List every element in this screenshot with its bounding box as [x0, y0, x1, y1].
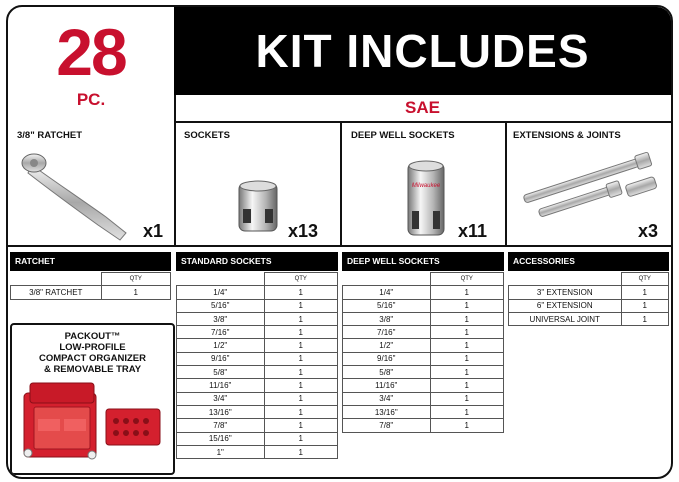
promo-line: COMPACT ORGANIZER	[39, 353, 146, 364]
table-cell: 1	[264, 445, 338, 458]
table-row	[509, 286, 669, 299]
panel-divider	[505, 121, 507, 247]
piece-count-unit: PC.	[76, 90, 106, 109]
table-cell: 1	[430, 405, 504, 418]
table-row	[343, 366, 504, 379]
packout-promo	[10, 323, 175, 475]
table-cell: 3/8"	[177, 312, 265, 325]
piece-count: 28	[56, 15, 126, 89]
table-cell: 3/8"	[343, 312, 431, 325]
promo-line: LOW-PROFILE	[59, 342, 126, 353]
table-cell: 1	[264, 419, 338, 432]
table-row	[509, 312, 669, 325]
table-cell: 1"	[177, 445, 265, 458]
table-cell: 1	[264, 405, 338, 418]
table-row	[177, 299, 338, 312]
table-cell: 5/8"	[177, 366, 265, 379]
table-row	[343, 326, 504, 339]
table-row	[343, 299, 504, 312]
table-cell: 1	[264, 339, 338, 352]
table-row	[177, 352, 338, 365]
table-row	[177, 379, 338, 392]
table-cell: 13/16"	[177, 405, 265, 418]
table-cell: 7/16"	[343, 326, 431, 339]
table-cell	[343, 273, 431, 286]
table-cell: 1	[430, 379, 504, 392]
page-title: KIT INCLUDES	[255, 25, 590, 77]
table-row	[177, 405, 338, 418]
deep-well-sockets-table	[342, 272, 504, 433]
qty-extensions: x3	[638, 221, 659, 241]
table-row	[177, 432, 338, 445]
table-cell: 1	[621, 312, 669, 325]
promo-title	[12, 331, 173, 375]
table-cell: 1	[264, 379, 338, 392]
table-cell	[509, 273, 622, 286]
table-row	[343, 392, 504, 405]
kit-card	[6, 5, 673, 479]
table-cell: 3/4"	[343, 392, 431, 405]
panel-divider	[340, 121, 342, 247]
accessories-header: ACCESSORIES	[508, 252, 669, 271]
qty-deep-well: x11	[458, 221, 488, 241]
table-cell: 9/16"	[343, 352, 431, 365]
table-cell: 1	[264, 286, 338, 299]
extensions-image	[513, 145, 663, 225]
table-cell: 15/16"	[177, 432, 265, 445]
table-row	[343, 286, 504, 299]
packout-organizer-image	[20, 379, 165, 467]
table-cell: 1	[430, 286, 504, 299]
qty-column-header: QTY	[621, 273, 669, 286]
table-cell: 11/16"	[177, 379, 265, 392]
table-row	[343, 419, 504, 432]
table-cell: 1	[430, 419, 504, 432]
table-cell: 1	[264, 392, 338, 405]
table-cell: 5/8"	[343, 366, 431, 379]
table-row	[177, 312, 338, 325]
table-cell: 1	[430, 299, 504, 312]
panel-label-sockets: SOCKETS	[184, 130, 230, 141]
table-row	[177, 339, 338, 352]
qty-column-header: QTY	[101, 273, 171, 286]
table-cell: 3/4"	[177, 392, 265, 405]
table-row	[11, 286, 171, 299]
qty-sockets: x13	[288, 221, 319, 241]
table-row	[343, 352, 504, 365]
table-cell: 1	[430, 326, 504, 339]
ratchet-image	[18, 147, 138, 242]
sae-label: SAE	[174, 95, 671, 123]
table-cell: 1	[264, 352, 338, 365]
panel-label-ratchet: 3/8" RATCHET	[17, 130, 83, 141]
qty-column-header: QTY	[264, 273, 338, 286]
piece-count-box	[8, 7, 176, 121]
table-cell: 1/4"	[343, 286, 431, 299]
table-row	[177, 445, 338, 458]
table-cell: 1/4"	[177, 286, 265, 299]
accessories-table	[508, 272, 669, 326]
table-cell: 7/16"	[177, 326, 265, 339]
table-row	[343, 379, 504, 392]
table-cell: 1	[430, 312, 504, 325]
svg-text:Milwaukee: Milwaukee	[411, 183, 441, 189]
table-cell: 1	[264, 312, 338, 325]
deep-well-socket-image	[401, 157, 451, 239]
socket-image	[233, 179, 283, 237]
deep-well-sockets-header: DEEP WELL SOCKETS	[342, 252, 504, 271]
standard-sockets-table	[176, 272, 338, 459]
table-cell: 1	[430, 392, 504, 405]
table-cell: 1	[430, 352, 504, 365]
table-cell: 1	[430, 366, 504, 379]
table-row	[343, 339, 504, 352]
table-cell: 1/2"	[177, 339, 265, 352]
ratchet-table-header: RATCHET	[10, 252, 171, 271]
standard-sockets-header: STANDARD SOCKETS	[176, 252, 338, 271]
qty-ratchet: x1	[143, 221, 164, 241]
promo-line: PACKOUT™	[64, 331, 121, 342]
table-row	[177, 366, 338, 379]
table-cell: 3" EXTENSION	[509, 286, 622, 299]
table-cell: 3/8" RATCHET	[11, 286, 102, 299]
qty-column-header: QTY	[430, 273, 504, 286]
table-cell: 1	[101, 286, 171, 299]
table-cell: 1	[621, 286, 669, 299]
table-cell: UNIVERSAL JOINT	[509, 312, 622, 325]
table-cell: 7/8"	[177, 419, 265, 432]
table-cell: 7/8"	[343, 419, 431, 432]
table-cell: 13/16"	[343, 405, 431, 418]
table-cell: 1	[430, 339, 504, 352]
table-row	[177, 419, 338, 432]
table-cell: 1	[264, 326, 338, 339]
table-row	[343, 312, 504, 325]
panel-label-deep-well: DEEP WELL SOCKETS	[351, 130, 455, 141]
panel-label-extensions: EXTENSIONS & JOINTS	[513, 130, 621, 141]
table-row	[509, 299, 669, 312]
table-row	[177, 286, 338, 299]
table-cell: 5/16"	[343, 299, 431, 312]
panel-divider	[174, 121, 176, 247]
table-cell	[177, 273, 265, 286]
promo-line: & REMOVABLE TRAY	[43, 364, 142, 375]
table-row	[343, 405, 504, 418]
table-cell	[11, 273, 102, 286]
table-cell: 1	[621, 299, 669, 312]
table-row	[177, 392, 338, 405]
table-row	[177, 326, 338, 339]
table-cell: 1	[264, 432, 338, 445]
table-cell: 1	[264, 366, 338, 379]
table-cell: 1/2"	[343, 339, 431, 352]
table-cell: 11/16"	[343, 379, 431, 392]
table-cell: 1	[264, 299, 338, 312]
title-banner	[174, 7, 671, 95]
table-cell: 9/16"	[177, 352, 265, 365]
table-cell: 5/16"	[177, 299, 265, 312]
table-cell: 6" EXTENSION	[509, 299, 622, 312]
ratchet-table	[10, 272, 171, 300]
